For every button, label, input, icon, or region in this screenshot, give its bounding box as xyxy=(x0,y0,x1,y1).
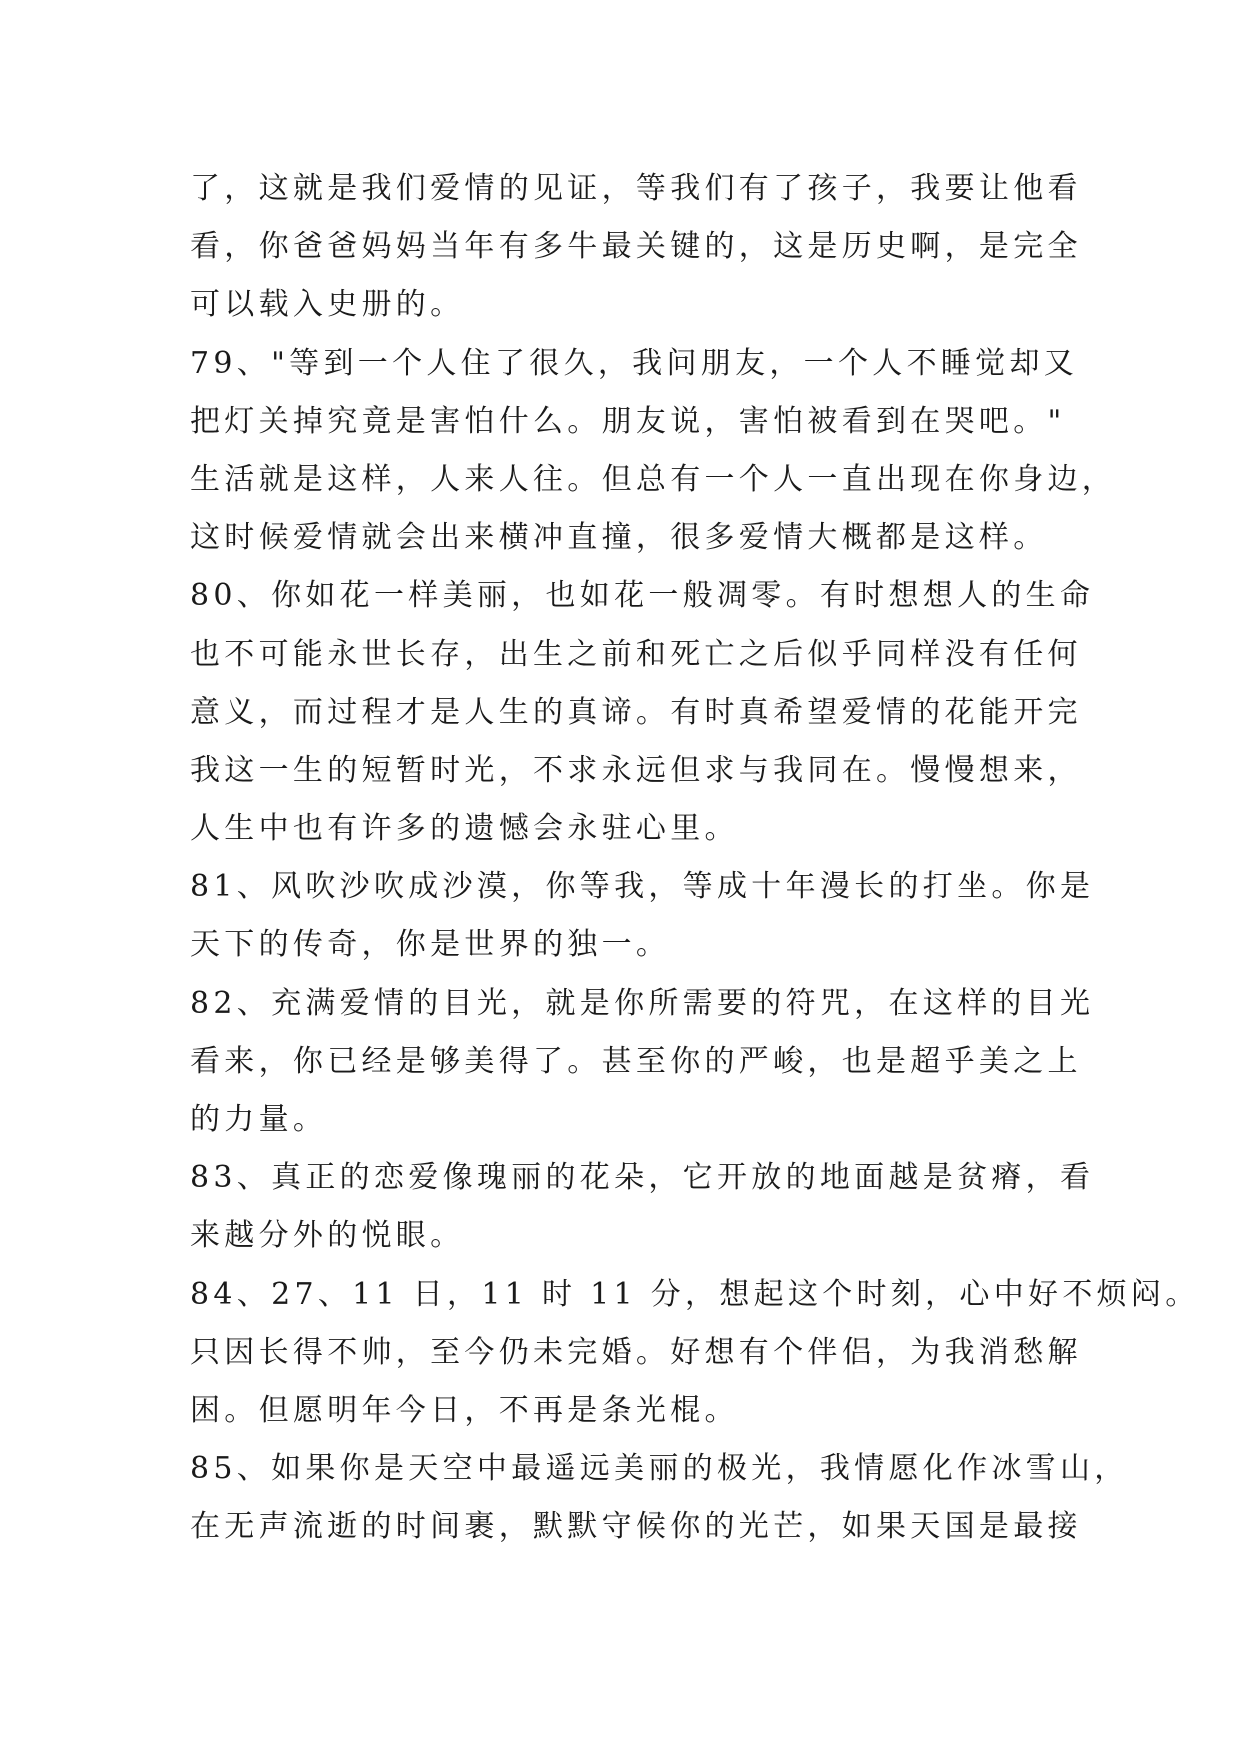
text-line: 84、27、11 日，11 时 11 分，想起这个时刻，心中好不烦闷。 xyxy=(190,1276,1200,1312)
text-line: 看来，你已经是够美得了。甚至你的严峻，也是超乎美之上 xyxy=(190,1043,1082,1079)
text-line: 我这一生的短暂时光，不求永远但求与我同在。慢慢想来， xyxy=(190,752,1082,788)
text-line: 把灯关掉究竟是害怕什么。朋友说，害怕被看到在哭吧。" xyxy=(190,403,1066,439)
text-line: 看，你爸爸妈妈当年有多牛最关键的，这是历史啊，是完全 xyxy=(190,229,1082,265)
text-line: 在无声流逝的时间裹，默默守候你的光芒，如果天国是最接 xyxy=(190,1509,1082,1545)
text-line: 也不可能永世长存，出生之前和死亡之后似乎同样没有任何 xyxy=(190,636,1082,672)
text-line: 可以载入史册的。 xyxy=(190,287,465,323)
text-line: 这时候爱情就会出来横冲直撞，很多爱情大概都是这样。 xyxy=(190,520,1048,556)
text-line: 80、你如花一样美丽，也如花一般凋零。有时想想人的生命 xyxy=(190,578,1095,614)
text-line: 意义，而过程才是人生的真谛。有时真希望爱情的花能开完 xyxy=(190,694,1082,730)
text-line: 人生中也有许多的遗憾会永驻心里。 xyxy=(190,811,739,847)
text-line: 天下的传奇，你是世界的独一。 xyxy=(190,927,671,963)
body-text xyxy=(190,160,1200,1557)
text-line: 81、风吹沙吹成沙漠，你等我，等成十年漫长的打坐。你是 xyxy=(190,869,1095,905)
text-line: 85、如果你是天空中最遥远美丽的极光，我情愿化作冰雪山， xyxy=(190,1451,1129,1487)
text-line: 来越分外的悦眼。 xyxy=(190,1218,465,1254)
text-line: 困。但愿明年今日，不再是条光棍。 xyxy=(190,1392,739,1428)
text-line: 生活就是这样，人来人往。但总有一个人一直出现在你身边， xyxy=(190,461,1117,497)
text-line: 的力量。 xyxy=(190,1102,328,1137)
text-line: 了，这就是我们爱情的见证，等我们有了孩子，我要让他看 xyxy=(190,171,1082,206)
text-line: 83、真正的恋爱像瑰丽的花朵，它开放的地面越是贫瘠，看 xyxy=(190,1160,1095,1196)
text-line: 只因长得不帅，至今仍未完婚。好想有个伴侣，为我消愁解 xyxy=(190,1334,1082,1370)
text-line: 79、"等到一个人住了很久，我问朋友，一个人不睡觉却又 xyxy=(190,345,1079,381)
text-line: 82、充满爱情的目光，就是你所需要的符咒，在这样的目光 xyxy=(190,985,1095,1021)
